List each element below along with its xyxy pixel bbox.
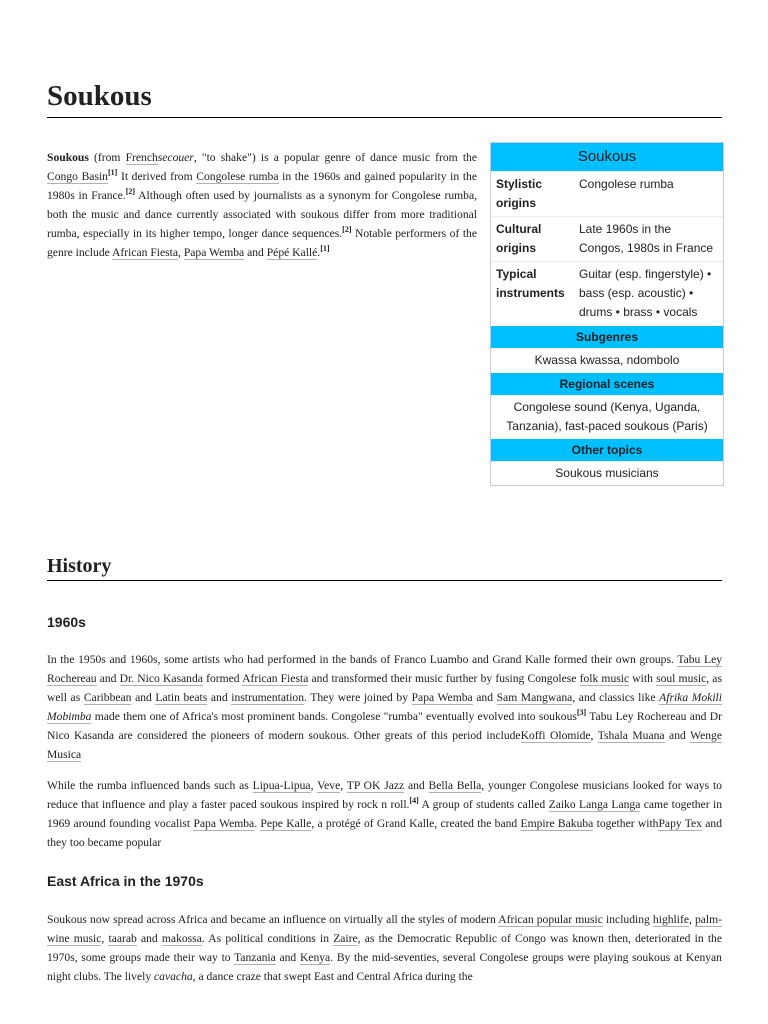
infobox-row-typical-instruments bbox=[491, 261, 723, 325]
heading-east-africa: East Africa in the 1970s bbox=[47, 873, 204, 889]
link-papy-tex[interactable]: Papy Tex bbox=[658, 816, 702, 830]
paragraph-east-africa: Soukous now spread across Africa and became an influence on virtually all the styles of modern African popular music including highlife, palm-wine music, taarab and makossa. As political conditions in Zaire, as the Democratic Republic of Congo was known then, deteriorated in the 1970s, some groups made their way to Tanzania and Kenya. By the mid-seventies, several Congolese groups were playing soukous at Kenyan night clubs. The lively cavacha, a dance craze that swept East and Central Africa during the bbox=[47, 912, 723, 983]
ref-4[interactable]: [4] bbox=[409, 795, 419, 805]
link-tshala-muana[interactable]: Tshala Muana bbox=[597, 728, 665, 742]
link-soul-music[interactable]: soul music bbox=[656, 671, 707, 685]
infobox-label: Typical instruments bbox=[496, 267, 565, 300]
infobox-label: Cultural origins bbox=[496, 222, 542, 255]
link-instrumentation[interactable]: instrumentation bbox=[231, 690, 305, 704]
infobox-regional-header: Regional scenes bbox=[491, 372, 723, 395]
link-lipua-lipua[interactable]: Lipua-Lipua bbox=[252, 778, 311, 792]
link-wenge-musica[interactable]: Wenge Musica bbox=[47, 728, 722, 761]
infobox-value: Congolese rumba bbox=[579, 177, 674, 191]
ref-2[interactable]: [2] bbox=[125, 186, 136, 196]
link-congolese-rumba[interactable]: Congolese rumba bbox=[196, 169, 279, 183]
link-tabu-ley[interactable]: Tabu Ley Rochereau bbox=[47, 652, 723, 685]
link-empire-bakuba[interactable]: Empire Bakuba bbox=[520, 816, 594, 830]
link-french[interactable]: French bbox=[125, 150, 158, 164]
link-latin-beats[interactable]: Latin beats bbox=[155, 690, 208, 704]
italic-cavacha: cavacha bbox=[154, 969, 193, 983]
infobox-row-cultural-origins bbox=[491, 216, 723, 261]
link-palm-wine-music[interactable]: palm-wine music bbox=[47, 912, 723, 945]
link-zaire[interactable]: Zaire bbox=[333, 931, 358, 945]
intro-paragraph: Soukous (from Frenchsecouer, "to shake") is a popular genre of dance music from the Congo Basin[1] It derived from Congolese rumba in the 1960s and gained popularity in the 1980s in France.[2] Although often used by journalists as a synonym for Congolese rumba, both the music and dance currently associated with soukous differ from more traditional rumba, especially in its higher tempo, longer dance sequences.[2] Notable performers of the genre include African Fiesta, Papa Wemba and Pépé Kallé.[1] bbox=[47, 150, 478, 259]
link-folk-music[interactable]: folk music bbox=[579, 671, 630, 685]
link-bella-bella[interactable]: Bella Bella bbox=[428, 778, 482, 792]
infobox-value: Guitar (esp. fingerstyle) • bass (esp. acoustic) • drums • brass • vocals bbox=[579, 267, 712, 319]
infobox-subgenres: Kwassa kwassa, ndombolo bbox=[491, 348, 723, 372]
history-divider bbox=[47, 580, 722, 581]
link-makossa[interactable]: makossa bbox=[161, 931, 202, 945]
ref-1b[interactable]: [1] bbox=[320, 243, 330, 253]
ref-1[interactable]: [1] bbox=[107, 167, 118, 177]
infobox-other-header: Other topics bbox=[491, 438, 723, 461]
link-koffi-olomide[interactable]: Koffi Olomide bbox=[520, 728, 591, 742]
link-kenya[interactable]: Kenya bbox=[299, 950, 331, 964]
link-pepe-kalle-2[interactable]: Pepe Kalle bbox=[260, 816, 312, 830]
ref-3[interactable]: [3] bbox=[576, 707, 587, 717]
link-african-popular-music[interactable]: African popular music bbox=[498, 912, 603, 926]
heading-1960s: 1960s bbox=[47, 614, 86, 630]
infobox-regional-scenes: Congolese sound (Kenya, Uganda, Tanzania), fast-paced soukous (Paris) bbox=[491, 395, 723, 438]
link-sam-mangwana[interactable]: Sam Mangwana bbox=[496, 690, 573, 704]
infobox-row-stylistic-origins bbox=[491, 171, 723, 216]
infobox-title: Soukous bbox=[491, 143, 723, 171]
paragraph-rumba-bands: While the rumba influenced bands such as Lipua-Lipua, Veve, TP OK Jazz and Bella Bella, younger Congolese musicians looked for ways to reduce that influence and play a faster paced soukous inspired by rock n roll.[4] A group of students called Zaiko Langa Langa came together in 1969 around founding vocalist Papa Wemba. Pepe Kalle, a protégé of Grand Kalle, created the band Empire Bakuba together withPapy Tex and they too became popular bbox=[47, 778, 723, 849]
link-tp-ok-jazz[interactable]: TP OK Jazz bbox=[346, 778, 405, 792]
infobox-value: Late 1960s in the Congos, 1980s in France bbox=[579, 222, 714, 255]
infobox-subgenres-header: Subgenres bbox=[491, 325, 723, 348]
link-nico-kasanda[interactable]: Dr. Nico Kasanda bbox=[119, 671, 203, 685]
link-papa-wemba-2[interactable]: Papa Wemba bbox=[193, 816, 255, 830]
infobox-other-topics: Soukous musicians bbox=[491, 461, 723, 485]
title-divider bbox=[47, 117, 722, 118]
link-afrika-mokili-mobimba[interactable]: Afrika Mokili Mobimba bbox=[47, 690, 722, 723]
link-caribbean[interactable]: Caribbean bbox=[83, 690, 132, 704]
link-veve[interactable]: Veve bbox=[317, 778, 341, 792]
page-title: Soukous bbox=[47, 80, 152, 112]
link-tanzania[interactable]: Tanzania bbox=[234, 950, 276, 964]
link-papa-wemba[interactable]: Papa Wemba bbox=[183, 245, 245, 259]
link-zaiko-langa-langa[interactable]: Zaiko Langa Langa bbox=[548, 797, 641, 811]
link-pepe-kalle[interactable]: Pépé Kallé bbox=[266, 245, 318, 259]
link-congo-basin[interactable]: Congo Basin bbox=[47, 169, 108, 183]
paragraph-1960s: In the 1950s and 1960s, some artists who had performed in the bands of Franco Luambo and Grand Kalle formed their own groups. Tabu Ley Rochereau and Dr. Nico Kasanda formed African Fiesta and transformed their music further by fusing Congolese folk music with soul music, as well as Caribbean and Latin beats and instrumentation. They were joined by Papa Wemba and Sam Mangwana, and classics like Afrika Mokili Mobimba made them one of Africa's most prominent bands. Congolese "rumba" eventually evolved into soukous[3] Tabu Ley Rochereau and Dr Nico Kasanda are considered the pioneers of modern soukous. Other greats of this period includeKoffi Olomide, Tshala Muana and Wenge Musica bbox=[47, 652, 723, 761]
intro-bold-term: Soukous bbox=[47, 150, 89, 164]
ref-2b[interactable]: [2] bbox=[342, 224, 352, 234]
history-heading: History bbox=[47, 555, 112, 577]
link-papa-wemba[interactable]: Papa Wemba bbox=[411, 690, 473, 704]
link-african-fiesta[interactable]: African Fiesta bbox=[242, 671, 309, 685]
infobox bbox=[490, 142, 724, 486]
infobox-label: Stylistic origins bbox=[496, 177, 543, 210]
link-taarab[interactable]: taarab bbox=[108, 931, 137, 945]
italic-secouer: secouer bbox=[157, 150, 194, 164]
link-african-fiesta[interactable]: African Fiesta bbox=[112, 245, 179, 259]
link-highlife[interactable]: highlife bbox=[652, 912, 689, 926]
